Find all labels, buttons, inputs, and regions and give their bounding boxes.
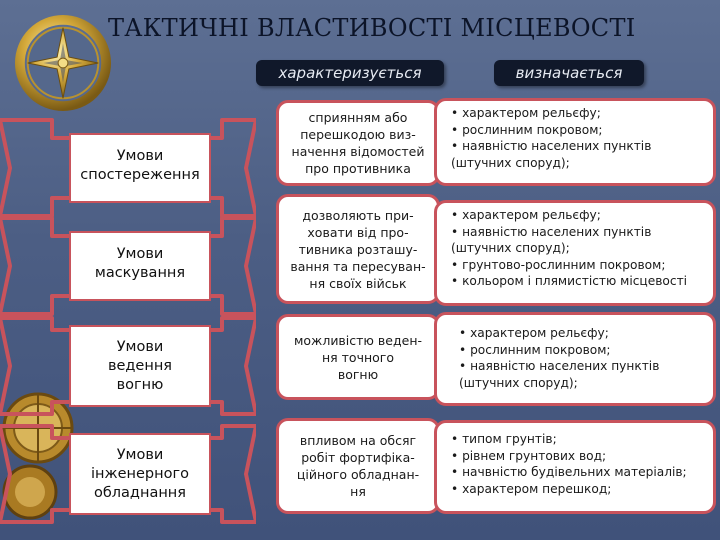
condition-label-line: інженерного [91, 466, 189, 482]
characteristic-box-camouflage [276, 194, 440, 304]
factors-box-observation [434, 98, 716, 186]
characteristic-line: впливом на обсяг [299, 433, 417, 448]
characteristic-line: робіт фортифіка- [301, 450, 415, 465]
factor-line: • наявністю населених пунктів [459, 359, 660, 373]
factor-line: • наявністю населених пунктів [451, 224, 652, 239]
characteristic-line: ня точного [321, 349, 394, 365]
condition-label-camouflage [70, 245, 210, 283]
factors-box-camouflage [434, 200, 716, 306]
condition-flag-fire [0, 310, 256, 422]
characteristic-line: ня своїх військ [309, 275, 407, 291]
characteristic-line: дозволяють при- [302, 207, 414, 223]
characteristic-line: про противника [305, 161, 411, 176]
characteristic-line: вогню [337, 366, 379, 382]
characteristic-line: перешкодою виз- [300, 127, 416, 142]
characteristic-line: сприянням або [308, 110, 408, 125]
factors-box-engineering [434, 420, 716, 514]
emblem-icon [14, 14, 112, 112]
characteristic-line: начення відомостей [291, 144, 425, 159]
characteristic-line: вання та пересуван- [290, 258, 426, 274]
factor-line: • кольором і плямистістю місцевості [451, 274, 688, 288]
page-title: ТАКТИЧНІ ВЛАСТИВОСТІ МІСЦЕВОСТІ [108, 14, 636, 42]
characteristic-line: ційного обладнан- [296, 467, 420, 482]
factor-line: • рівнем грунтових вод; [451, 448, 607, 463]
factor-line: • характером рельєфу; [451, 106, 601, 120]
factor-line: (штучних споруд); [451, 241, 570, 255]
condition-label-fire [70, 338, 210, 395]
condition-label-line: обладнання [93, 485, 187, 501]
condition-label-line: Умови [116, 339, 164, 355]
factor-line: • характером рельєфу; [451, 208, 601, 222]
factor-line: • типом грунтів; [451, 432, 557, 446]
header-determined: визначається [494, 60, 644, 86]
condition-label-line: спостереження [80, 167, 200, 183]
factor-line: (штучних споруд); [451, 155, 570, 170]
condition-flag-camouflage [0, 210, 256, 322]
condition-flag-engineering [0, 418, 256, 530]
factor-line: • грунтово-рослинним покровом; [451, 257, 666, 272]
factor-line: • характером рельєфу; [459, 326, 609, 340]
characteristic-line: можливістю веден- [293, 332, 422, 348]
condition-label-line: Умови [116, 148, 164, 164]
condition-label-line: вогню [116, 377, 164, 393]
header-characterized: характеризується [256, 60, 444, 86]
factor-line: • начвністю будівельних матеріалів; [451, 465, 687, 479]
characteristic-box-fire [276, 314, 440, 400]
condition-label-line: Умови [116, 246, 164, 262]
condition-label-line: ведення [107, 358, 173, 374]
factor-line: • рослинним покровом; [459, 342, 611, 357]
factor-line: (штучних споруд); [459, 375, 578, 390]
characteristic-box-observation [276, 100, 440, 186]
characteristic-line: ня [350, 484, 366, 499]
factor-line: • наявністю населених пунктів [451, 139, 652, 153]
characteristic-line: тивника розташу- [298, 241, 418, 257]
characteristic-line: ховати від про- [307, 224, 409, 240]
condition-label-line: Умови [116, 447, 164, 463]
condition-label-observation [70, 147, 210, 185]
characteristic-box-engineering [276, 418, 440, 514]
condition-flag-observation [0, 112, 256, 224]
factor-line: • рослинним покровом; [451, 122, 603, 137]
factors-box-fire [434, 312, 716, 406]
factor-line: • характером перешкод; [451, 481, 612, 496]
condition-label-line: маскування [94, 265, 186, 281]
condition-label-engineering [70, 446, 210, 503]
